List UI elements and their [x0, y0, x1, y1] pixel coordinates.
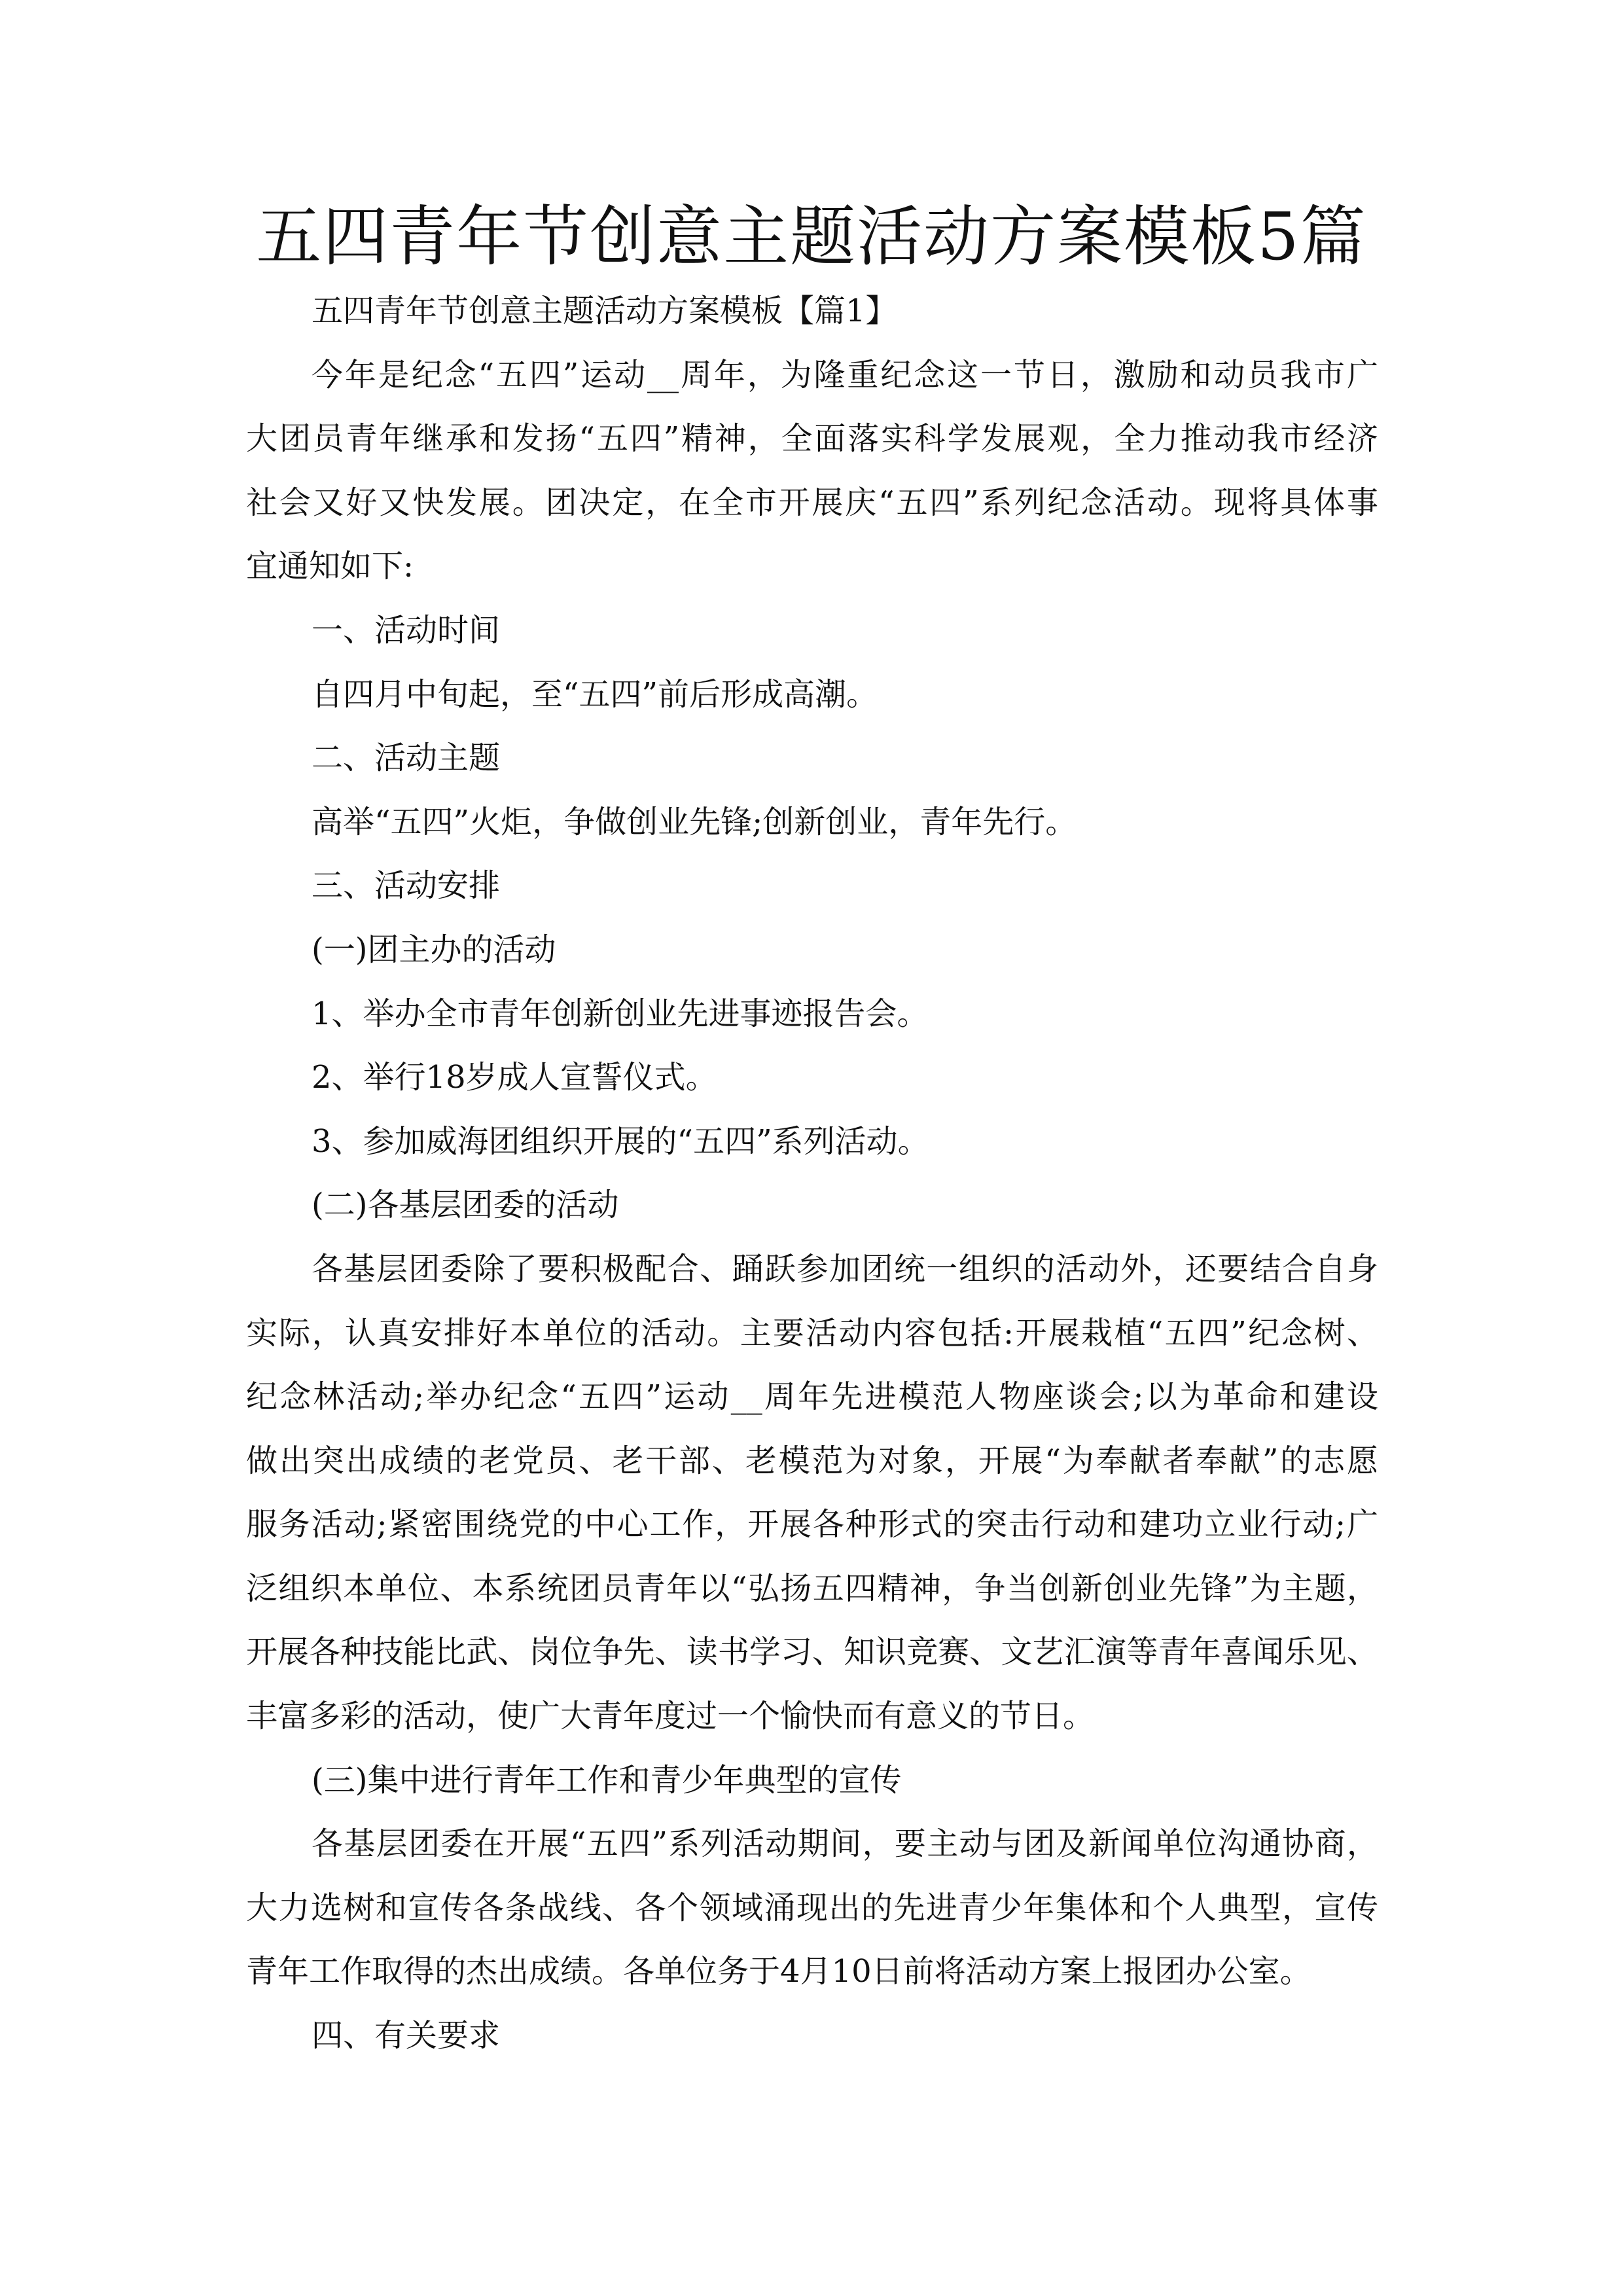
text-line: 高举“五四”火炬，争做创业先锋;创新创业，青年先行。	[312, 803, 1077, 840]
text-line: 服务活动;紧密围绕党的中心工作，开展各种形式的突击行动和建功立业行动;广	[246, 1506, 1378, 1543]
text-line: 大力选树和宣传各条战线、各个领域涌现出的先进青少年集体和个人典型，宣传	[246, 1889, 1378, 1926]
text-line: (二)各基层团委的活动	[312, 1187, 619, 1224]
text-line: 丰富多彩的活动，使广大青年度过一个愉快而有意义的节日。	[246, 1698, 1095, 1735]
text-line: 三、活动安排	[312, 867, 501, 905]
text-line: 一、活动时间	[312, 611, 501, 649]
text-line: (一)团主办的活动	[312, 931, 556, 968]
document-body	[246, 279, 1378, 2068]
text-line: 五四青年节创意主题活动方案模板【篇1】	[312, 293, 897, 329]
text-line: 青年工作取得的杰出成绩。各单位务于4月10日前将活动方案上报团办公室。	[246, 1953, 1311, 1990]
text-line: 今年是纪念“五四”运动__周年，为隆重纪念这一节日，激励和动员我市广	[312, 356, 1378, 393]
text-line: 泛组织本单位、本系统团员青年以“弘扬五四精神，争当创新创业先锋”为主题，	[246, 1570, 1378, 1607]
text-line: 3、参加威海团组织开展的“五四”系列活动。	[312, 1122, 929, 1160]
text-line: 自四月中旬起，至“五四”前后形成高潮。	[312, 675, 878, 713]
text-line: 四、有关要求	[312, 2017, 501, 2054]
text-line: 宜通知如下:	[246, 548, 414, 585]
text-line: 大团员青年继承和发扬“五四”精神，全面落实科学发展观，全力推动我市经济	[246, 420, 1378, 457]
text-line: 各基层团委除了要积极配合、踊跃参加团统一组织的活动外，还要结合自身	[312, 1250, 1378, 1287]
document-title: 五四青年节创意主题活动方案模板5篇	[256, 198, 1367, 275]
text-line: 1、举办全市青年创新创业先进事迹报告会。	[312, 995, 929, 1032]
text-line: 实际，认真安排好本单位的活动。主要活动内容包括:开展栽植“五四”纪念树、	[246, 1314, 1378, 1352]
text-line: 2、举行18岁成人宣誓仪式。	[312, 1059, 717, 1096]
text-line: (三)集中进行青年工作和青少年典型的宣传	[312, 1761, 902, 1799]
text-line: 纪念林活动;举办纪念“五四”运动__周年先进模范人物座谈会;以为革命和建设	[246, 1378, 1378, 1416]
text-line: 社会又好又快发展。团决定，在全市开展庆“五四”系列纪念活动。现将具体事	[246, 484, 1378, 521]
text-line: 二、活动主题	[312, 740, 501, 777]
text-line: 开展各种技能比武、岗位争先、读书学习、知识竞赛、文艺汇演等青年喜闻乐见、	[246, 1634, 1378, 1671]
text-line: 各基层团委在开展“五四”系列活动期间，要主动与团及新闻单位沟通协商，	[312, 1825, 1378, 1863]
text-line: 做出突出成绩的老党员、老干部、老模范为对象，开展“为奉献者奉献”的志愿	[246, 1442, 1378, 1479]
